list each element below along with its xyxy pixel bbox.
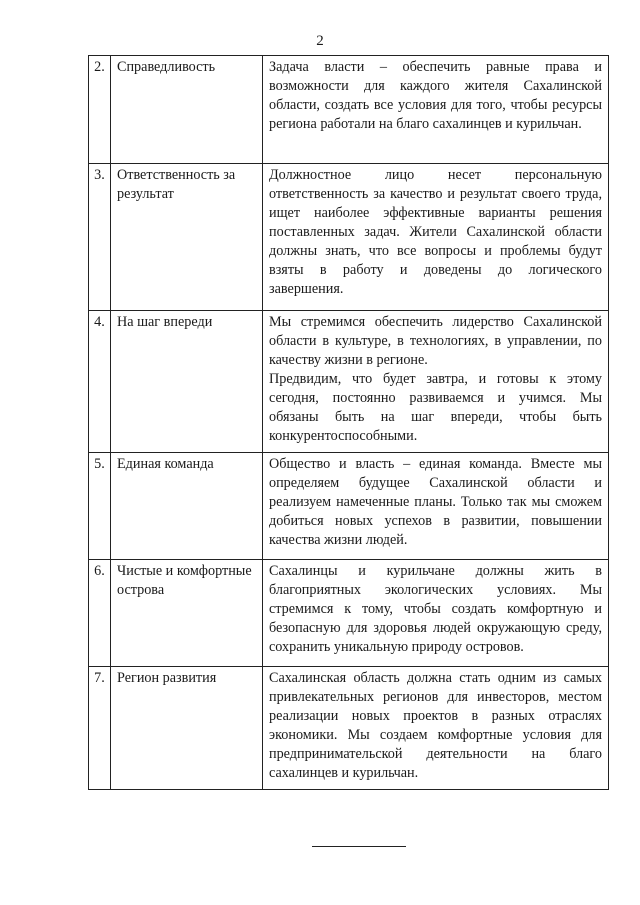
value-name: Справедливость <box>111 56 263 164</box>
value-description <box>263 311 609 453</box>
table-row <box>89 667 609 790</box>
description-paragraph: Должностное лицо несет персональную ответственность за качество и результат своего труда, ищет наиболее эффективные варианты решения поставленных задач. Жители Сахалинской области должны знать, что все вопросы и проблемы будут взяты в работу и доведены до логического завершения. <box>269 167 602 297</box>
description-paragraph: Задача власти – обеспечить равные права и возможности для каждого жителя Сахалинской области, создать все условия для того, чтобы ресурсы региона работали на благо сахалинцев и курильчан. <box>269 59 602 132</box>
table-row <box>89 453 609 560</box>
value-description <box>263 56 609 164</box>
value-name: Единая команда <box>111 453 263 560</box>
table-row <box>89 56 609 164</box>
row-number: 2. <box>89 56 111 164</box>
values-table <box>88 55 609 790</box>
value-name: Чистые и комфортные острова <box>111 560 263 667</box>
row-number: 4. <box>89 311 111 453</box>
row-number: 6. <box>89 560 111 667</box>
row-number: 7. <box>89 667 111 790</box>
description-paragraph: Сахалинцы и курильчане должны жить в благоприятных экологических условиях. Мы стремимся к тому, чтобы создать комфортную и безопасную для здоровья людей окружающую среду, сохранить уникальную природу островов. <box>269 563 602 655</box>
description-paragraph: Мы стремимся обеспечить лидерство Сахалинской области в культуре, в технологиях, в управлении, по качеству жизни в регионе. <box>269 314 602 368</box>
value-name: Ответственность за результат <box>111 164 263 311</box>
row-number: 5. <box>89 453 111 560</box>
row-number: 3. <box>89 164 111 311</box>
value-description <box>263 164 609 311</box>
description-paragraph: Сахалинская область должна стать одним из самых привлекательных регионов для инвесторов, местом реализации новых проектов в разных отраслях экономики. Мы создаем комфортные условия для предпринимательской деятельности на благо сахалинцев и курильчан. <box>269 670 602 781</box>
table-row <box>89 164 609 311</box>
value-name: На шаг впереди <box>111 311 263 453</box>
description-paragraph: Общество и власть – единая команда. Вместе мы определяем будущее Сахалинской области и реализуем намеченные планы. Только так мы сможем добиться новых успехов в развитии, повышении качества жизни людей. <box>269 456 602 548</box>
table-row <box>89 311 609 453</box>
value-description <box>263 453 609 560</box>
page-number: 2 <box>316 33 324 49</box>
value-description <box>263 560 609 667</box>
value-name: Регион развития <box>111 667 263 790</box>
end-rule <box>312 846 406 847</box>
value-description <box>263 667 609 790</box>
description-paragraph: Предвидим, что будет завтра, и готовы к этому сегодня, постоянно развиваемся и учимся. Мы обязаны быть на шаг впереди, чтобы быть конкурентоспособными. <box>269 371 602 444</box>
table-row <box>89 560 609 667</box>
